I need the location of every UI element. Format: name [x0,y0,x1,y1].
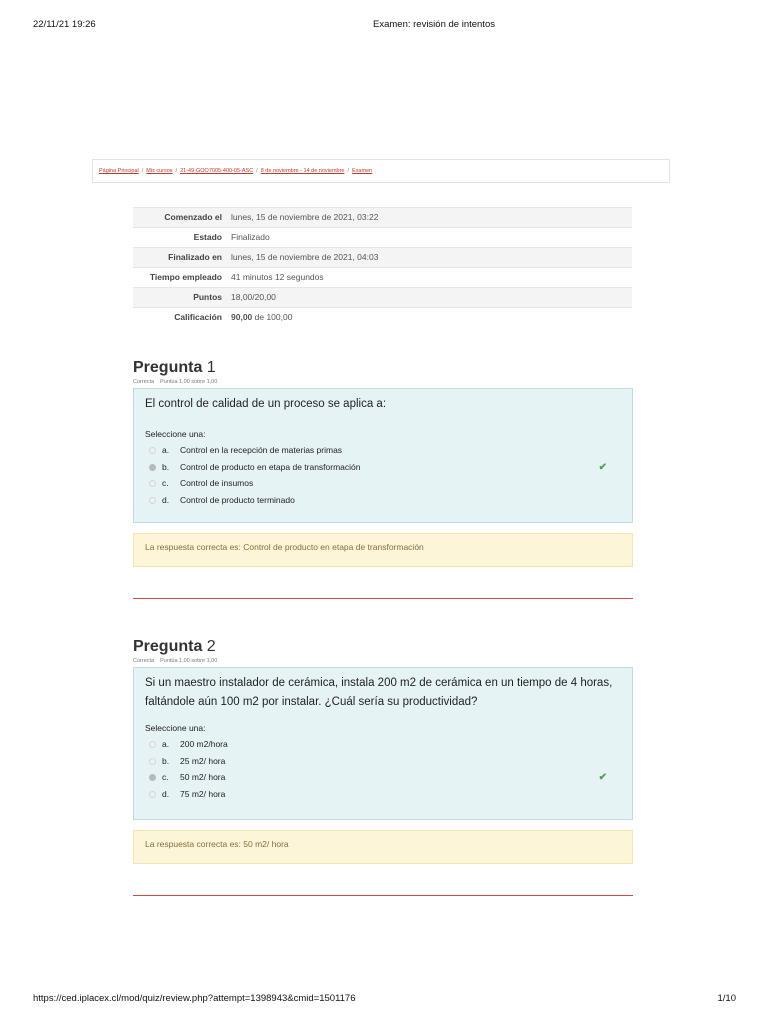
summary-row-state [133,228,632,248]
radio-button[interactable] [149,447,156,454]
summary-row-points [133,288,632,308]
attempt-summary-table [133,207,632,327]
question-score: Puntúa 1,00 sobre 1,00 [160,379,218,385]
option-letter: c. [162,772,169,782]
question-info [133,379,633,385]
radio-button[interactable] [149,480,156,487]
summary-row-time-taken [133,268,632,288]
summary-value: Finalizado [231,232,270,242]
check-icon: ✔ [598,772,607,783]
question-title [133,359,633,377]
grade-value: 90,00 [231,312,253,322]
question-score: Puntúa 1,00 sobre 1,00 [160,658,218,664]
breadcrumb [92,159,670,183]
print-page-title: Examen: revisión de intentos [373,19,495,30]
grade-max: de 100,00 [252,312,293,322]
question-word: Pregunta [133,359,203,376]
option-text: 25 m2/ hora [180,755,226,766]
radio-button[interactable] [149,741,156,748]
answer-option[interactable] [145,736,621,753]
answer-option[interactable] [145,753,621,770]
option-letter: d. [162,788,170,799]
question-word: Pregunta [133,638,203,655]
option-text: Control en la recepción de materias primas [180,445,343,455]
radio-button[interactable] [149,791,156,798]
radio-button-checked[interactable] [149,774,156,781]
summary-value: lunes, 15 de noviembre de 2021, 03:22 [231,212,379,222]
question-divider [133,895,633,896]
breadcrumb-separator: / [141,168,144,174]
option-letter: b. [162,755,170,766]
print-header [0,19,768,33]
question-number: 2 [206,638,216,655]
breadcrumb-course-link[interactable]: 21-49-GOO7005-400-05-ASC [180,168,254,174]
option-text: Control de insumos [180,478,254,488]
answer-option[interactable] [145,786,621,803]
option-letter: a. [162,445,170,455]
question-title [133,638,633,656]
breadcrumb-separator: / [175,168,178,174]
option-text: 200 m2/hora [180,739,228,749]
breadcrumb-home-link[interactable]: Página Principal [99,168,139,174]
summary-label: Estado [193,232,222,242]
question-text: El control de calidad de un proceso se aplica a: [145,398,387,410]
print-page-number: 1/10 [717,993,736,1004]
breadcrumb-separator: / [347,168,350,174]
question-divider [133,598,633,599]
summary-row-finished [133,248,632,268]
option-text: Control de producto en etapa de transformación [180,461,361,472]
answer-option-selected[interactable] [145,459,621,476]
radio-button[interactable] [149,758,156,765]
question-status: Correcta [133,658,155,664]
breadcrumb-my-courses-link[interactable]: Mis cursos [146,168,173,174]
answer-option-selected[interactable] [145,769,621,786]
answer-option[interactable] [145,475,621,492]
radio-button-checked[interactable] [149,464,156,471]
breadcrumb-week-link[interactable]: 8 de noviembre - 14 de noviembre [260,168,345,174]
answer-option[interactable] [145,492,621,509]
check-icon: ✔ [598,461,607,473]
summary-label: Puntos [193,292,222,302]
question-status: Correcta [133,379,155,385]
breadcrumb-separator: / [256,168,258,174]
option-text: 75 m2/ hora [180,788,226,799]
radio-button[interactable] [149,497,156,504]
print-url: https://ced.iplacex.cl/mod/quiz/review.php?attempt=1398943&cmid=1501176 [33,993,356,1004]
summary-label: Finalizado en [168,252,222,262]
option-letter: c. [162,478,169,488]
summary-value [227,308,632,328]
answer-prompt: Seleccione una: [145,723,206,733]
print-datetime: 22/11/21 19:26 [33,19,96,30]
option-letter: b. [162,461,170,472]
option-text: 50 m2/ hora [180,772,226,782]
summary-label: Comenzado el [164,212,222,222]
summary-value: lunes, 15 de noviembre de 2021, 04:03 [231,252,379,262]
summary-value: 18,00/20,00 [231,292,276,302]
summary-label: Calificación [174,312,222,322]
question-1 [133,359,633,567]
summary-label: Tiempo empleado [149,272,222,282]
question-text: Si un maestro instalador de cerámica, instala 200 m2 de cerámica en un tiempo de 4 horas, faltándole aún 100 m2 por instalar. ¿Cuál sería su productividad? [145,677,613,708]
option-text: Control de producto terminado [180,494,295,505]
question-content [133,667,633,820]
option-letter: d. [162,494,170,505]
question-content [133,388,633,523]
summary-row-grade [133,308,632,328]
breadcrumb-exam-link[interactable]: Examen [352,168,373,174]
question-info [133,658,633,664]
answer-prompt: Seleccione una: [145,429,206,439]
summary-value: 41 minutos 12 segundos [231,272,324,282]
correct-answer-feedback: La respuesta correcta es: 50 m2/ hora [133,830,633,864]
correct-answer-feedback: La respuesta correcta es: Control de producto en etapa de transformación [133,533,633,567]
question-number: 1 [206,359,216,376]
summary-row-started [133,208,632,228]
question-2 [133,638,633,864]
answer-option[interactable] [145,442,621,459]
option-letter: a. [162,739,170,749]
